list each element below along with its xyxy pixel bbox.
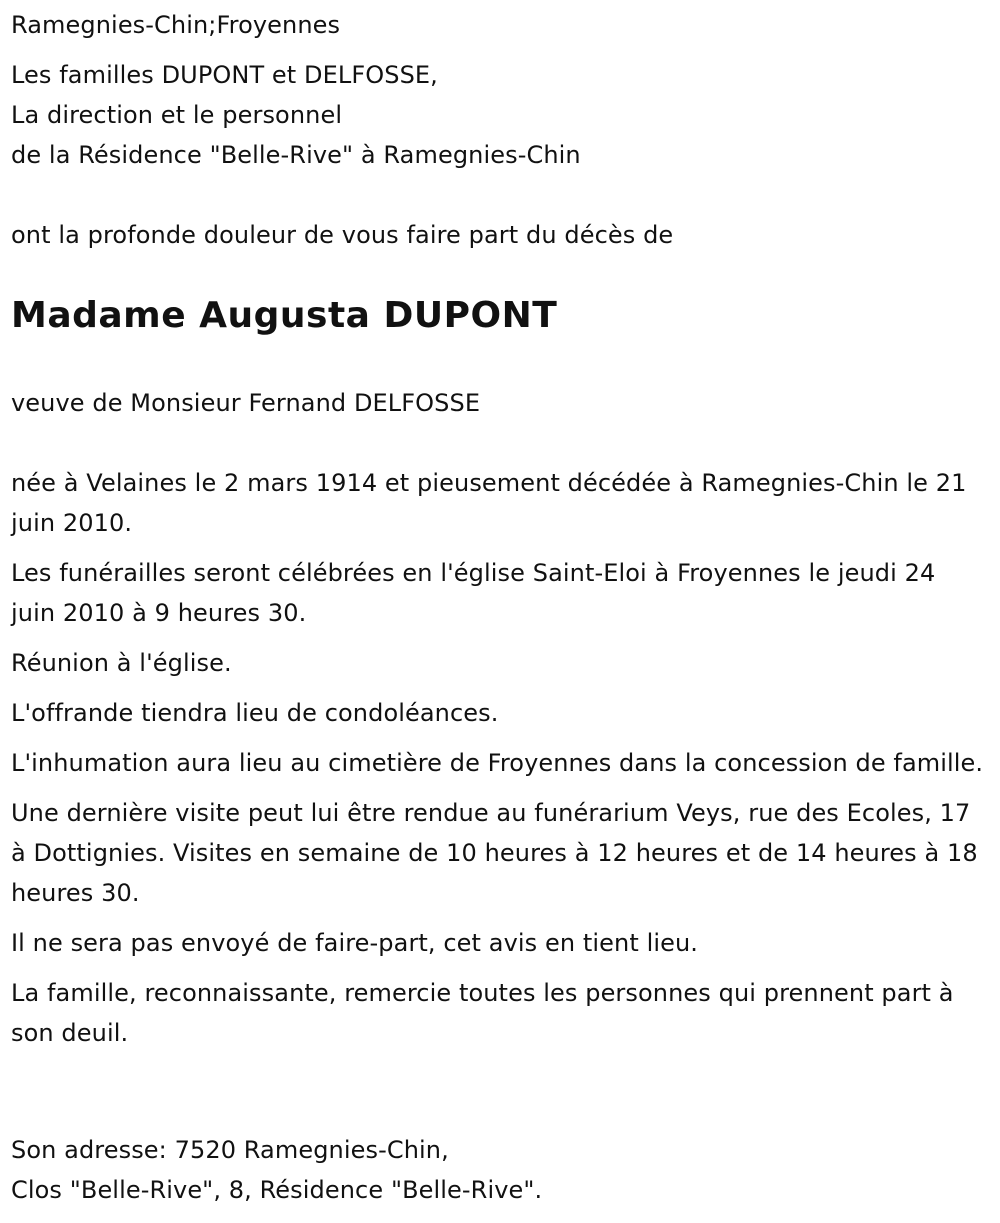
families-line: Les familles DUPONT et DELFOSSE, bbox=[11, 61, 438, 89]
families-line: La direction et le personnel bbox=[11, 101, 343, 129]
details-block bbox=[11, 463, 986, 1053]
header-locations: Ramegnies-Chin;Froyennes bbox=[11, 11, 341, 39]
birth-death-paragraph: née à Velaines le 2 mars 1914 et pieusement décédée à Ramegnies-Chin le 21 juin 2010. bbox=[11, 469, 967, 537]
spouse-text: veuve de Monsieur Fernand DELFOSSE bbox=[11, 389, 481, 417]
address-line: Clos "Belle-Rive", 8, Résidence "Belle-Rive". bbox=[11, 1176, 543, 1204]
families-line: de la Résidence "Belle-Rive" à Ramegnies-Chin bbox=[11, 141, 581, 169]
visit-paragraph: Une dernière visite peut lui être rendue au funérarium Veys, rue des Ecoles, 17 à Dottignies. Visites en semaine de 10 heures à 12 heures et de 14 heures à 18 heures 30. bbox=[11, 799, 978, 907]
families-block bbox=[11, 55, 581, 175]
notice-paragraph: Il ne sera pas envoyé de faire-part, cet avis en tient lieu. bbox=[11, 929, 699, 957]
offering-paragraph: L'offrande tiendra lieu de condoléances. bbox=[11, 699, 499, 727]
meeting-paragraph: Réunion à l'église. bbox=[11, 649, 232, 677]
deceased-name: Madame Augusta DUPONT bbox=[11, 295, 558, 336]
address-line: Son adresse: 7520 Ramegnies-Chin, bbox=[11, 1136, 449, 1164]
announcement-text: ont la profonde douleur de vous faire part du décès de bbox=[11, 221, 674, 249]
burial-paragraph: L'inhumation aura lieu au cimetière de Froyennes dans la concession de famille. bbox=[11, 749, 984, 777]
thanks-paragraph: La famille, reconnaissante, remercie toutes les personnes qui prennent part à son deuil. bbox=[11, 979, 954, 1047]
address-block bbox=[11, 1130, 542, 1210]
funeral-paragraph: Les funérailles seront célébrées en l'église Saint-Eloi à Froyennes le jeudi 24 juin 2010 à 9 heures 30. bbox=[11, 559, 936, 627]
